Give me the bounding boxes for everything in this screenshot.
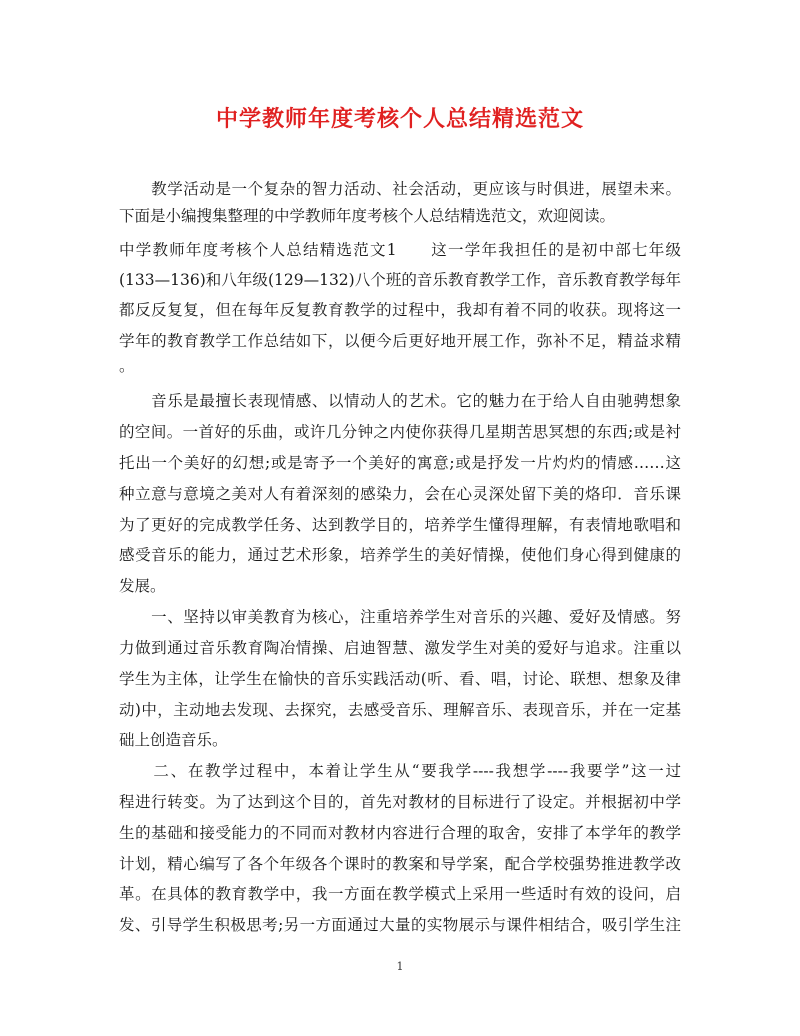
body-line: 学生为主体，让学生在愉快的音乐实践活动(听、看、唱，讨论、联想、想象及律 [119,670,681,688]
body-line: 感受音乐的能力，通过艺术形象，培养学生的美好情操，使他们身心得到健康的 [119,546,681,564]
body-line: 发展。 [119,577,166,595]
body-line: 托出一个美好的幻想;或是寄予一个美好的寓意;或是抒发一片灼灼的情感……这 [119,454,681,472]
body-line: 发、引导学生积极思考;另一方面通过大量的实物展示与课件相结合，吸引学生注 [119,916,681,934]
body-line: 计划，精心编写了各个年级各个课时的教案和导学案，配合学校强势推进教学改 [119,855,681,873]
body-line: 生的基础和接受能力的不同而对教材内容进行合理的取舍，安排了本学年的教学 [119,824,681,842]
body-line: 二、在教学过程中，本着让学生从“要我学----我想学----我要学”这一过 [119,762,681,780]
body-line: 。 [119,357,135,375]
body-line: 中学教师年度考核个人总结精选范文1 这一学年我担任的是初中部七年级 [119,241,681,259]
body-line: 下面是小编搜集整理的中学教师年度考核个人总结精选范文，欢迎阅读。 [119,207,616,225]
body-line: 革。在具体的教育教学中，我一方面在教学模式上采用一些适时有效的设问，启 [119,885,681,903]
body-line: 都反反复复，但在每年反复教育教学的过程中，我却有着不同的收获。现将这一 [119,301,681,319]
page-number: 1 [396,960,404,973]
body-line: 础上创造音乐。 [119,731,228,749]
body-line: 音乐是最擅长表现情感、以情动人的艺术。它的魅力在于给人自由驰骋想象 [119,392,681,410]
body-line: 一、坚持以审美教育为核心，注重培养学生对音乐的兴趣、爱好及情感。努 [119,608,681,626]
body-line: 动)中，主动地去发现、去探究，去感受音乐、理解音乐、表现音乐，并在一定基 [119,701,681,719]
body-line: 种立意与意境之美对人有着深刻的感染力，会在心灵深处留下美的烙印．音乐课 [119,485,681,503]
body-line: 程进行转变。为了达到这个目的，首先对教材的目标进行了设定。并根据初中学 [119,793,681,811]
body-line: 的空间。一首好的乐曲，或许几分钟之内使你获得几星期苦思冥想的东西;或是衬 [119,423,681,441]
body-line: 力做到通过音乐教育陶冶情操、启迪智慧、激发学生对美的爱好与追求。注重以 [119,639,681,657]
body-line: (133—136)和八年级(129—132)八个班的音乐教育教学工作，音乐教育教学每年 [119,271,681,289]
body-line: 教学活动是一个复杂的智力活动、社会活动，更应该与时俱进，展望未来。 [119,180,681,198]
body-line: 为了更好的完成教学任务、达到教学目的，培养学生懂得理解，有表情地歌唱和 [119,516,681,534]
body-line: 学年的教育教学工作总结如下，以便今后更好地开展工作，弥补不足，精益求精 [119,332,681,350]
document-title: 中学教师年度考核个人总结精选范文 [215,106,584,132]
